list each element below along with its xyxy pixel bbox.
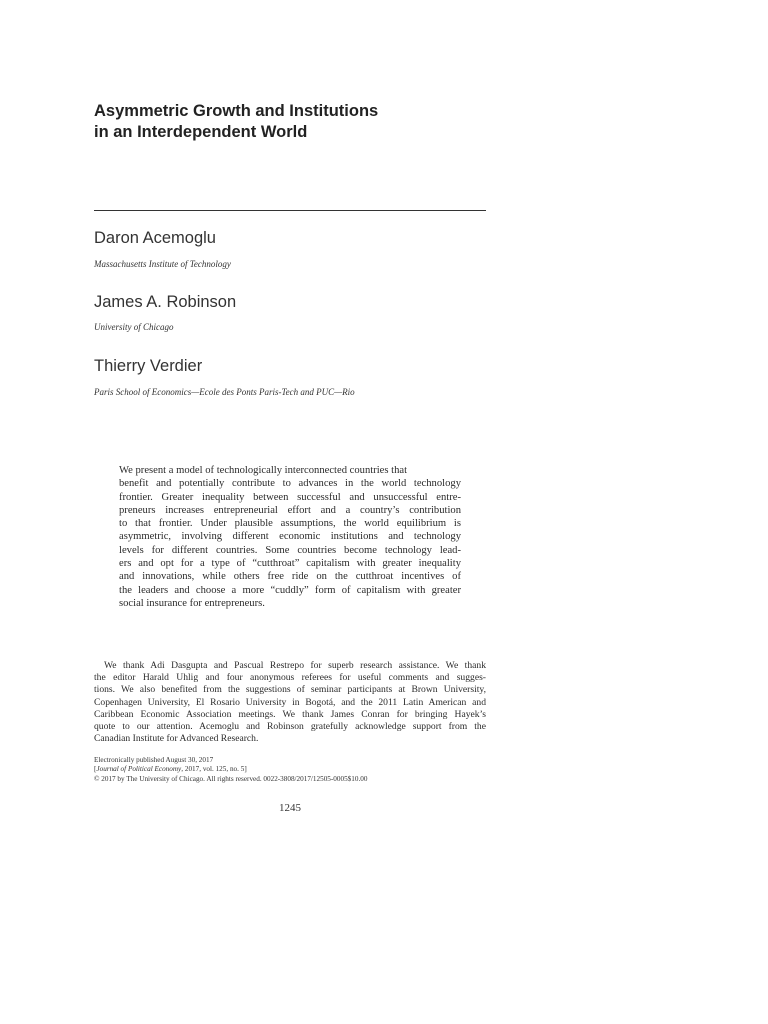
- author-affiliation-2: University of Chicago: [94, 322, 174, 332]
- acknowledgment-line: the editor Harald Uhlig and four anonymous referees for useful comments and sugges-: [94, 672, 486, 684]
- author-name-1: Daron Acemoglu: [94, 229, 216, 247]
- citation-details: , 2017, vol. 125, no. 5]: [181, 765, 247, 774]
- abstract-line: ers and opt for a type of “cutthroat” capitalism with greater inequality: [119, 558, 461, 570]
- journal-citation: [94, 765, 486, 774]
- article-title: [94, 101, 514, 143]
- author-name-2: James A. Robinson: [94, 293, 237, 311]
- abstract-line: levels for different countries. Some countries become technology lead-: [119, 544, 461, 556]
- acknowledgment-footnote: [94, 660, 486, 745]
- abstract: [119, 464, 461, 610]
- acknowledgment-line: Caribbean Economic Association meetings. We thank James Conran for bringing Hayek’s: [94, 708, 486, 720]
- acknowledgment-line: tions. We also benefited from the suggestions of seminar participants at Brown University,: [94, 684, 486, 696]
- copyright-line: © 2017 by The University of Chicago. All rights reserved. 0022-3808/2017/12505-0005$10.00: [94, 774, 368, 783]
- acknowledgment-line: quote to our attention. Acemoglu and Robinson gratefully acknowledge support from the: [94, 721, 486, 733]
- citation-bracket: [: [94, 765, 97, 774]
- acknowledgment-line: Copenhagen University, El Rosario University in Bogotá, and the 2011 Latin American and: [94, 696, 486, 708]
- published-date: Electronically published August 30, 2017: [94, 756, 214, 764]
- author-name-3: Thierry Verdier: [94, 357, 203, 375]
- abstract-line: benefit and potentially contribute to advances in the world technology: [119, 478, 461, 490]
- author-affiliation-3: Paris School of Economics—Ecole des Ponts Paris-Tech and PUC—Rio: [94, 387, 355, 397]
- title-divider: [94, 210, 486, 211]
- abstract-line: social insurance for entrepreneurs.: [119, 597, 265, 609]
- page-number: 1245: [279, 802, 301, 814]
- acknowledgment-line: We thank Adi Dasgupta and Pascual Restrepo for superb research assistance. We thank: [104, 660, 486, 671]
- abstract-line: preneurs increases entrepreneurial effort and a country’s contribution: [119, 504, 461, 516]
- abstract-line: and innovations, while others free ride on the cutthroat incentives of: [119, 571, 461, 583]
- journal-name: Journal of Political Economy: [96, 765, 182, 774]
- abstract-line: We present a model of technologically interconnected countries that: [119, 465, 408, 476]
- abstract-line: frontier. Greater inequality between successful and unsuccessful entre-: [119, 491, 461, 503]
- author-affiliation-1: Massachusetts Institute of Technology: [94, 259, 231, 269]
- abstract-line: to that frontier. Under plausible assumptions, the world equilibrium is: [119, 518, 461, 530]
- title-line-1: Asymmetric Growth and Institutions: [94, 102, 379, 120]
- abstract-line: the leaders and choose a more “cuddly” form of capitalism with greater: [119, 584, 461, 596]
- abstract-line: asymmetric, involving different economic institutions and technology: [119, 531, 461, 543]
- title-line-2: in an Interdependent World: [94, 123, 308, 141]
- acknowledgment-line: Canadian Institute for Advanced Research.: [94, 733, 259, 745]
- publication-info: [94, 756, 486, 784]
